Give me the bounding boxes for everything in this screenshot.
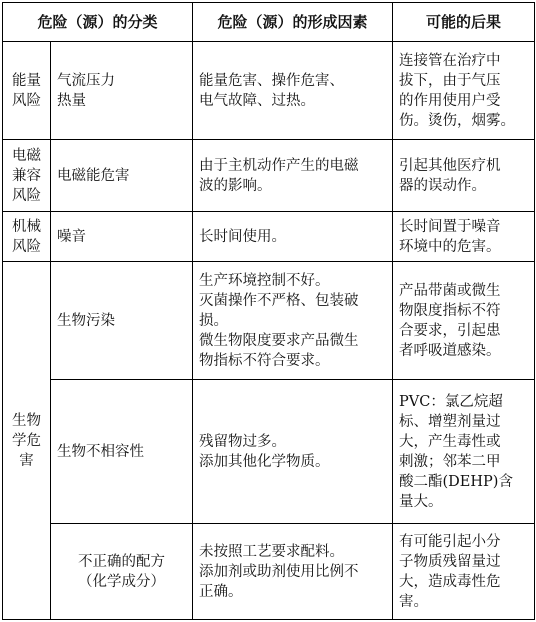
category-line: 生物 bbox=[12, 412, 41, 429]
consequence-line: 器的误动作。 bbox=[399, 177, 487, 194]
category-line: 机械 bbox=[12, 218, 41, 235]
consequence-line: 者呼吸道感染。 bbox=[399, 342, 501, 359]
category-line: 风险 bbox=[12, 238, 41, 255]
consequence-line: 大，产生毒性或 bbox=[399, 433, 501, 450]
consequence-line: 大，造成毒性危 bbox=[399, 573, 501, 590]
cause-cell bbox=[193, 212, 393, 262]
cause-line: 生产环境控制不好。 bbox=[199, 272, 330, 289]
cause-line: 微生物限度要求产品微生 bbox=[199, 332, 359, 349]
consequence-line: 引起其他医疗机 bbox=[399, 157, 501, 174]
subtype-cell bbox=[51, 42, 193, 140]
subtype-line: 生物污染 bbox=[57, 312, 115, 329]
consequence-line: 的作用使用户受 bbox=[399, 92, 501, 109]
cause-line: 灭菌操作不严格、包装破 bbox=[199, 292, 359, 309]
cause-line: 添加其他化学物质。 bbox=[199, 453, 330, 470]
table-row bbox=[3, 140, 535, 212]
category-cell bbox=[3, 42, 51, 140]
subtype-cell bbox=[51, 262, 193, 380]
header-classification: 危险（源）的分类 bbox=[3, 3, 193, 42]
category-line: 学危 bbox=[12, 432, 41, 449]
cause-line: 损。 bbox=[199, 312, 229, 329]
table-row bbox=[3, 42, 535, 140]
cause-line: 添加剂或助剂使用比例不 bbox=[199, 563, 359, 580]
subtype-line: 生物不相容性 bbox=[57, 443, 144, 460]
subtype-cell bbox=[51, 140, 193, 212]
consequence-line: 产品带菌或微生 bbox=[399, 282, 501, 299]
table-row bbox=[3, 212, 535, 262]
category-line: 害 bbox=[19, 452, 34, 469]
cause-line: 未按照工艺要求配料。 bbox=[199, 543, 345, 560]
subtype-line: （化学成分） bbox=[78, 573, 165, 590]
consequence-cell bbox=[393, 380, 535, 524]
category-line: 风险 bbox=[12, 92, 41, 109]
consequence-line: 伤。烫伤，烟雾。 bbox=[399, 112, 516, 129]
header-cause: 危险（源）的形成因素 bbox=[193, 3, 393, 42]
cause-line: 残留物过多。 bbox=[199, 433, 287, 450]
category-cell bbox=[3, 140, 51, 212]
consequence-line: PVC：氯乙烷超 bbox=[399, 393, 503, 410]
consequence-line: 子物质残留量过 bbox=[399, 553, 501, 570]
subtype-cell bbox=[51, 524, 193, 620]
cause-cell bbox=[193, 262, 393, 380]
consequence-line: 长时间置于噪音 bbox=[399, 218, 501, 235]
cause-cell bbox=[193, 380, 393, 524]
consequence-cell bbox=[393, 42, 535, 140]
cause-line: 由于主机动作产生的电磁 bbox=[199, 157, 359, 174]
cause-line: 能量危害、操作危害、 bbox=[199, 72, 345, 89]
hazard-table bbox=[2, 2, 535, 620]
cause-cell bbox=[193, 524, 393, 620]
consequence-line: 拔下，由于气压 bbox=[399, 72, 501, 89]
consequence-cell bbox=[393, 212, 535, 262]
consequence-line: 物限度指标不符 bbox=[399, 302, 501, 319]
cause-line: 正确。 bbox=[199, 583, 243, 600]
consequence-cell bbox=[393, 262, 535, 380]
subtype-line: 气流压力 bbox=[57, 72, 115, 89]
consequence-line: 环境中的危害。 bbox=[399, 238, 501, 255]
consequence-cell bbox=[393, 524, 535, 620]
cause-cell bbox=[193, 42, 393, 140]
table-row bbox=[3, 262, 535, 380]
table-row bbox=[3, 380, 535, 524]
table-row bbox=[3, 524, 535, 620]
consequence-line: 连接管在治疗中 bbox=[399, 52, 501, 69]
header-consequence: 可能的后果 bbox=[393, 3, 535, 42]
cause-line: 波的影响。 bbox=[199, 177, 272, 194]
consequence-line: 酸二酯(DEHP)含 bbox=[399, 473, 513, 490]
subtype-cell bbox=[51, 380, 193, 524]
subtype-line: 噪音 bbox=[57, 228, 86, 245]
consequence-line: 合要求，引起患 bbox=[399, 322, 501, 339]
consequence-line: 标、增塑剂量过 bbox=[399, 413, 501, 430]
category-line: 兼容 bbox=[12, 167, 41, 184]
consequence-line: 有可能引起小分 bbox=[399, 533, 501, 550]
header-row bbox=[3, 3, 535, 42]
cause-line: 电气故障、过热。 bbox=[199, 92, 316, 109]
category-line: 能量 bbox=[12, 72, 41, 89]
subtype-line: 不正确的配方 bbox=[78, 553, 165, 570]
consequence-line: 量大。 bbox=[399, 493, 443, 510]
category-cell bbox=[3, 262, 51, 620]
consequence-cell bbox=[393, 140, 535, 212]
cause-line: 物指标不符合要求。 bbox=[199, 352, 330, 369]
cause-line: 长时间使用。 bbox=[199, 228, 287, 245]
consequence-line: 刺激；邻苯二甲 bbox=[399, 453, 501, 470]
subtype-line: 热量 bbox=[57, 92, 86, 109]
category-cell bbox=[3, 212, 51, 262]
consequence-line: 害。 bbox=[399, 593, 429, 610]
subtype-cell bbox=[51, 212, 193, 262]
category-line: 风险 bbox=[12, 187, 41, 204]
subtype-line: 电磁能危害 bbox=[57, 167, 130, 184]
category-line: 电磁 bbox=[12, 147, 41, 164]
cause-cell bbox=[193, 140, 393, 212]
